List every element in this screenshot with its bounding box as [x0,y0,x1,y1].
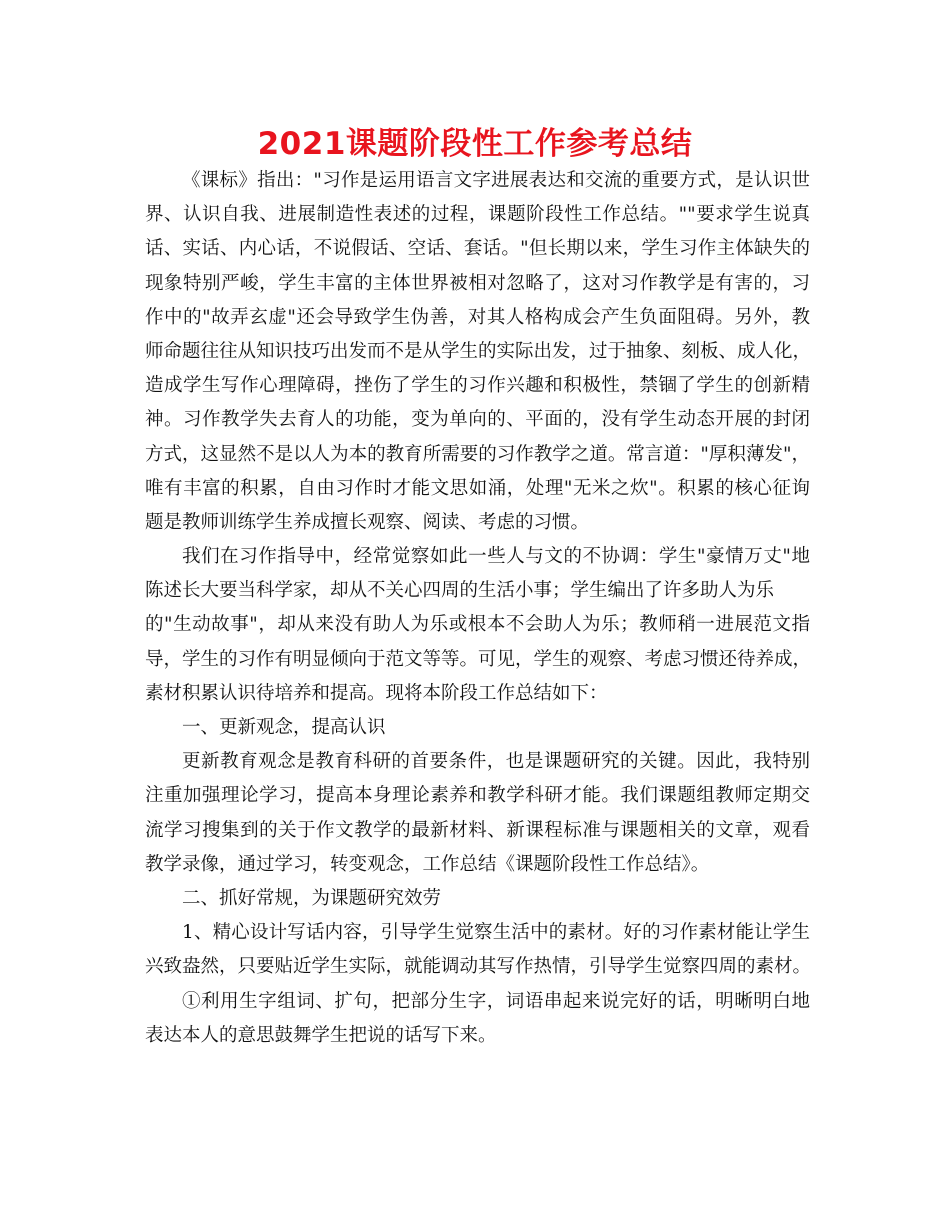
body-line: 注重加强理论学习，提高本身理论素养和教学科研才能。我们课题组教师定期交 [145,785,810,807]
document-body [145,164,810,1053]
body-line: 《课标》指出："习作是运用语言文字进展表达和交流的重要方式，是认识世 [182,170,810,191]
body-line: 流学习搜集到的关于作文教学的最新材料、新课程标准与课题相关的文章，观看 [145,819,810,841]
body-line: 素材积累认识待培养和提高。现将本阶段工作总结如下： [145,682,608,704]
body-line: 的"生动故事"，却从来没有助人为乐或根本不会助人为乐；教师稍一进展范文指 [145,614,810,636]
body-line: 现象特别严峻，学生丰富的主体世界被相对忽略了，这对习作教学是有害的，习 [145,272,810,294]
body-line: 教学录像，通过学习，转变观念，工作总结《课题阶段性工作总结》。 [145,853,710,875]
body-line: 表达本人的意思鼓舞学生把说的话写下来。 [145,1024,497,1046]
body-line: 导，学生的习作有明显倾向于范文等等。可见，学生的观察、考虑习惯还待养成， [145,648,812,670]
body-line: 我们在习作指导中，经常觉察如此一些人与文的不协调：学生"豪情万丈"地 [182,546,810,568]
body-line: 陈述长大要当科学家，却从不关心四周的生活小事；学生编出了许多助人为乐 [145,580,775,602]
body-line: 神。习作教学失去育人的功能，变为单向的、平面的，没有学生动态开展的封闭 [145,409,810,431]
body-line: 1、精心设计写话内容，引导学生觉察生活中的素材。好的习作素材能让学生 [182,922,810,944]
section-heading: 一、更新观念，提高认识 [182,717,386,738]
body-line: 话、实话、内心话，不说假话、空话、套话。"但长期以来，学生习作主体缺失的 [145,238,810,260]
section-heading: 二、抓好常规，为课题研究效劳 [182,887,442,909]
body-line: 题是教师训练学生养成擅长观察、阅读、考虑的习惯。 [145,511,590,533]
body-line: 兴致盎然，只要贴近学生实际，就能调动其写作热情，引导学生觉察四周的素材。 [145,956,812,978]
body-line: 造成学生写作心理障碍，挫伤了学生的习作兴趣和积极性，禁锢了学生的创新精 [145,375,810,397]
document-title: 2021课题阶段性工作参考总结 [257,126,693,162]
body-line: 作中的"故弄玄虚"还会导致学生伪善，对其人格构成会产生负面阻碍。另外，教 [145,306,810,328]
body-line: 方式，这显然不是以人为本的教育所需要的习作教学之道。常言道："厚积薄发"， [145,443,810,465]
body-line: ①利用生字组词、扩句，把部分生字，词语串起来说完好的话，明晰明白地 [182,990,810,1012]
body-line: 唯有丰富的积累，自由习作时才能文思如涌，处理"无米之炊"。积累的核心征询 [145,477,810,499]
body-line: 师命题往往从知识技巧出发而不是从学生的实际出发，过于抽象、刻板、成人化， [145,340,812,362]
body-line: 界、认识自我、进展制造性表述的过程，课题阶段性工作总结。""要求学生说真 [145,204,810,226]
body-line: 更新教育观念是教育科研的首要条件，也是课题研究的关键。因此，我特别 [182,751,810,773]
